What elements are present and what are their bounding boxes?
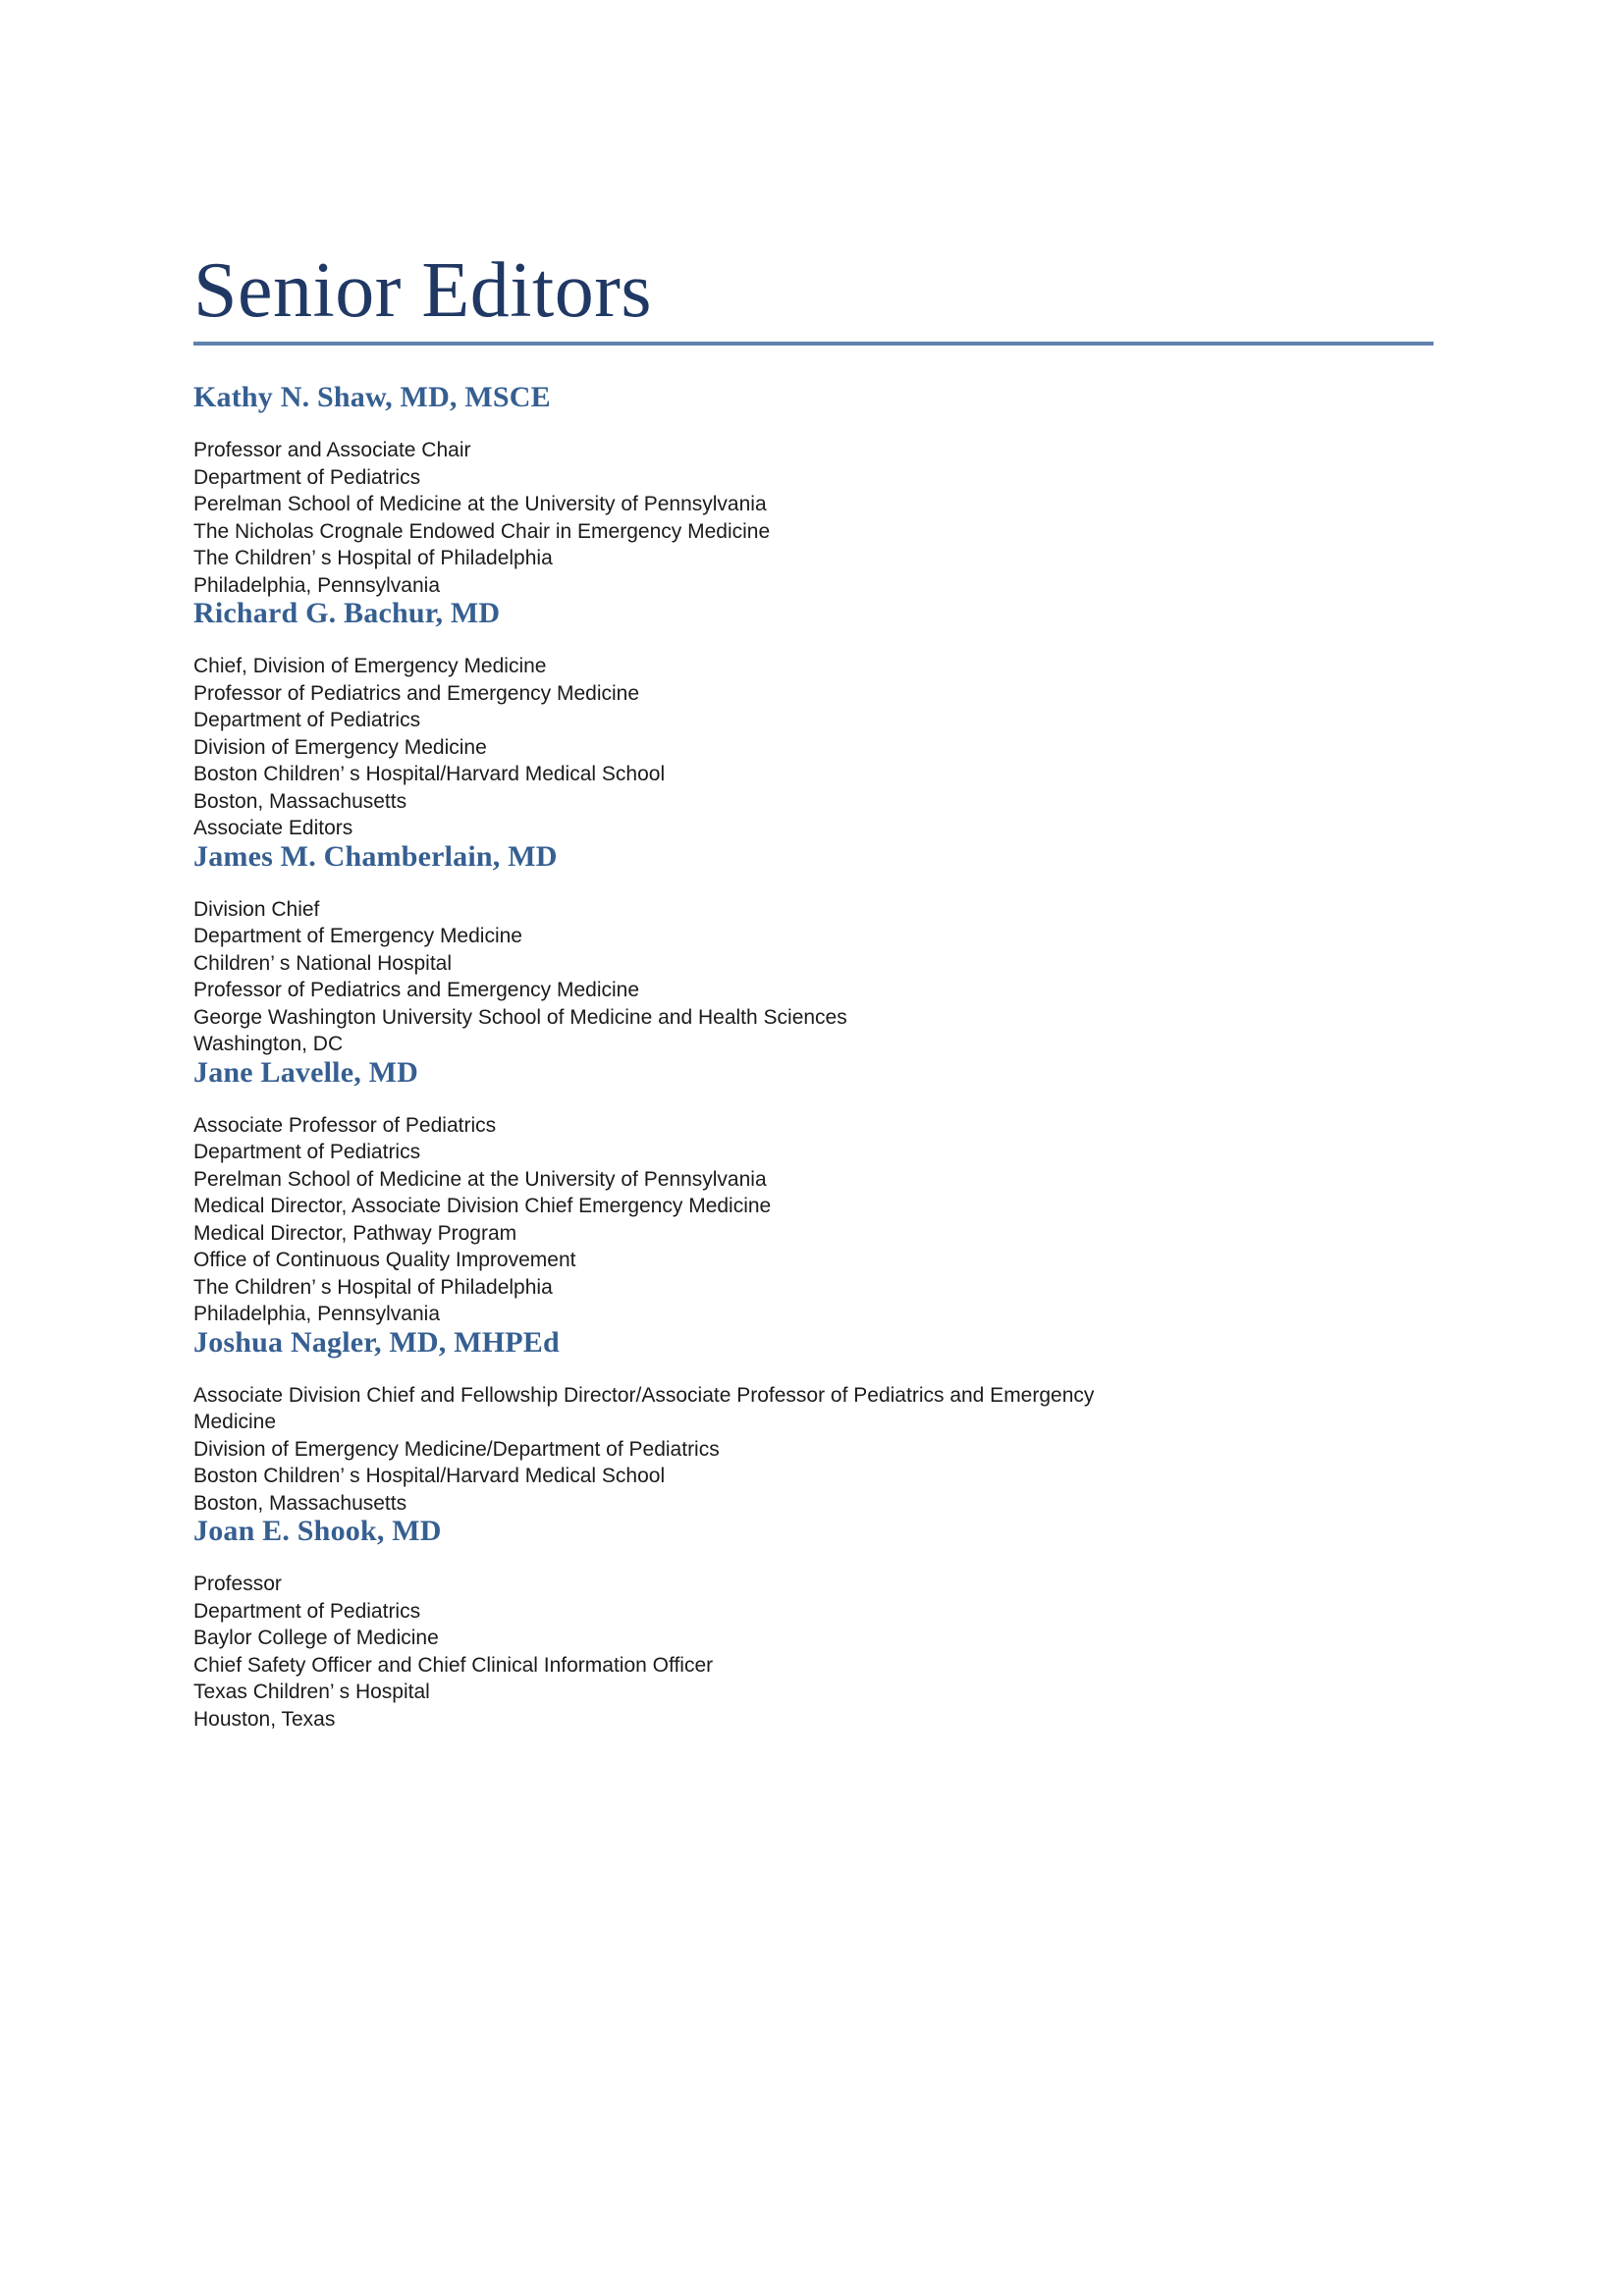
editor-name: Joan E. Shook, MD bbox=[193, 1515, 442, 1547]
affiliation-line: Medical Director, Pathway Program bbox=[193, 1221, 517, 1245]
affiliation-line: George Washington University School of Medicine and Health Sciences bbox=[193, 1005, 847, 1029]
affiliation-line: Associate Professor of Pediatrics bbox=[193, 1113, 497, 1137]
affiliation-line: Boston Children’ s Hospital/Harvard Medical School bbox=[193, 763, 666, 785]
affiliation-line: Division of Emergency Medicine bbox=[193, 735, 487, 759]
affiliation-line: Department of Emergency Medicine bbox=[193, 925, 522, 947]
affiliation-line: Philadelphia, Pennsylvania bbox=[193, 573, 441, 597]
affiliation-line: The Children’ s Hospital of Philadelphia bbox=[193, 547, 553, 569]
affiliation-line: Office of Continuous Quality Improvement bbox=[193, 1249, 576, 1271]
affiliation-line: Professor and Associate Chair bbox=[193, 439, 471, 461]
editor-name: Kathy N. Shaw, MD, MSCE bbox=[193, 381, 551, 413]
affiliation-line: Department of Pediatrics bbox=[193, 1599, 421, 1623]
editor-affiliation-block bbox=[193, 896, 1434, 1058]
affiliation-line: Professor bbox=[193, 1573, 282, 1595]
affiliation-line: Philadelphia, Pennsylvania bbox=[193, 1303, 441, 1325]
affiliation-line: Professor of Pediatrics and Emergency Medicine bbox=[193, 681, 640, 705]
affiliation-line: Associate Division Chief and Fellowship Director/Associate Professor of Pediatrics and Emergency bbox=[193, 1383, 1095, 1407]
affiliation-line: Department of Pediatrics bbox=[193, 465, 421, 489]
affiliation-line: Boston, Massachusetts bbox=[193, 1491, 407, 1515]
affiliation-line: Boston Children’ s Hospital/Harvard Medical School bbox=[193, 1465, 666, 1487]
affiliation-line: Washington, DC bbox=[193, 1033, 344, 1055]
title-divider bbox=[193, 342, 1434, 346]
affiliation-line: Department of Pediatrics bbox=[193, 709, 421, 731]
editor-name: Jane Lavelle, MD bbox=[193, 1055, 418, 1089]
affiliation-line: Professor of Pediatrics and Emergency Medicine bbox=[193, 979, 640, 1001]
editor-affiliation-block bbox=[193, 437, 1434, 599]
affiliation-line: The Nicholas Crognale Endowed Chair in Emergency Medicine bbox=[193, 519, 771, 543]
editor-affiliation-block bbox=[193, 1112, 1434, 1328]
affiliation-line: Chief Safety Officer and Chief Clinical Information Officer bbox=[193, 1653, 714, 1677]
affiliation-line: Medical Director, Associate Division Chief Emergency Medicine bbox=[193, 1195, 772, 1217]
editor-name: Joshua Nagler, MD, MHPEd bbox=[193, 1325, 560, 1359]
editor-entry bbox=[193, 383, 1434, 599]
affiliation-line: Perelman School of Medicine at the University of Pennsylvania bbox=[193, 493, 767, 515]
affiliation-line: Associate Editors bbox=[193, 817, 353, 839]
editor-affiliation-block bbox=[193, 1382, 1434, 1518]
editor-entry bbox=[193, 839, 1434, 1058]
affiliation-line: Children’ s National Hospital bbox=[193, 951, 453, 975]
editors-list bbox=[193, 383, 1434, 1733]
affiliation-line: Houston, Texas bbox=[193, 1707, 336, 1731]
affiliation-line: Boston, Massachusetts bbox=[193, 789, 407, 813]
editor-entry bbox=[193, 1517, 1434, 1733]
editor-affiliation-block bbox=[193, 653, 1434, 842]
editor-entry bbox=[193, 1325, 1434, 1518]
affiliation-line: Medicine bbox=[193, 1411, 277, 1433]
affiliation-line: Department of Pediatrics bbox=[193, 1141, 421, 1163]
editor-name: Richard G. Bachur, MD bbox=[193, 597, 501, 629]
editor-entry bbox=[193, 1055, 1434, 1328]
affiliation-line: Chief, Division of Emergency Medicine bbox=[193, 655, 547, 677]
affiliation-line: Division of Emergency Medicine/Department of Pediatrics bbox=[193, 1437, 720, 1461]
editor-affiliation-block bbox=[193, 1571, 1434, 1733]
affiliation-line: Texas Children’ s Hospital bbox=[193, 1681, 430, 1703]
affiliation-line: Baylor College of Medicine bbox=[193, 1627, 439, 1649]
editor-entry bbox=[193, 599, 1434, 842]
page-title: Senior Editors bbox=[193, 247, 652, 334]
affiliation-line: The Children’ s Hospital of Philadelphia bbox=[193, 1275, 553, 1299]
affiliation-line: Division Chief bbox=[193, 897, 320, 921]
affiliation-line: Perelman School of Medicine at the University of Pennsylvania bbox=[193, 1167, 767, 1191]
editor-name: James M. Chamberlain, MD bbox=[193, 839, 558, 873]
